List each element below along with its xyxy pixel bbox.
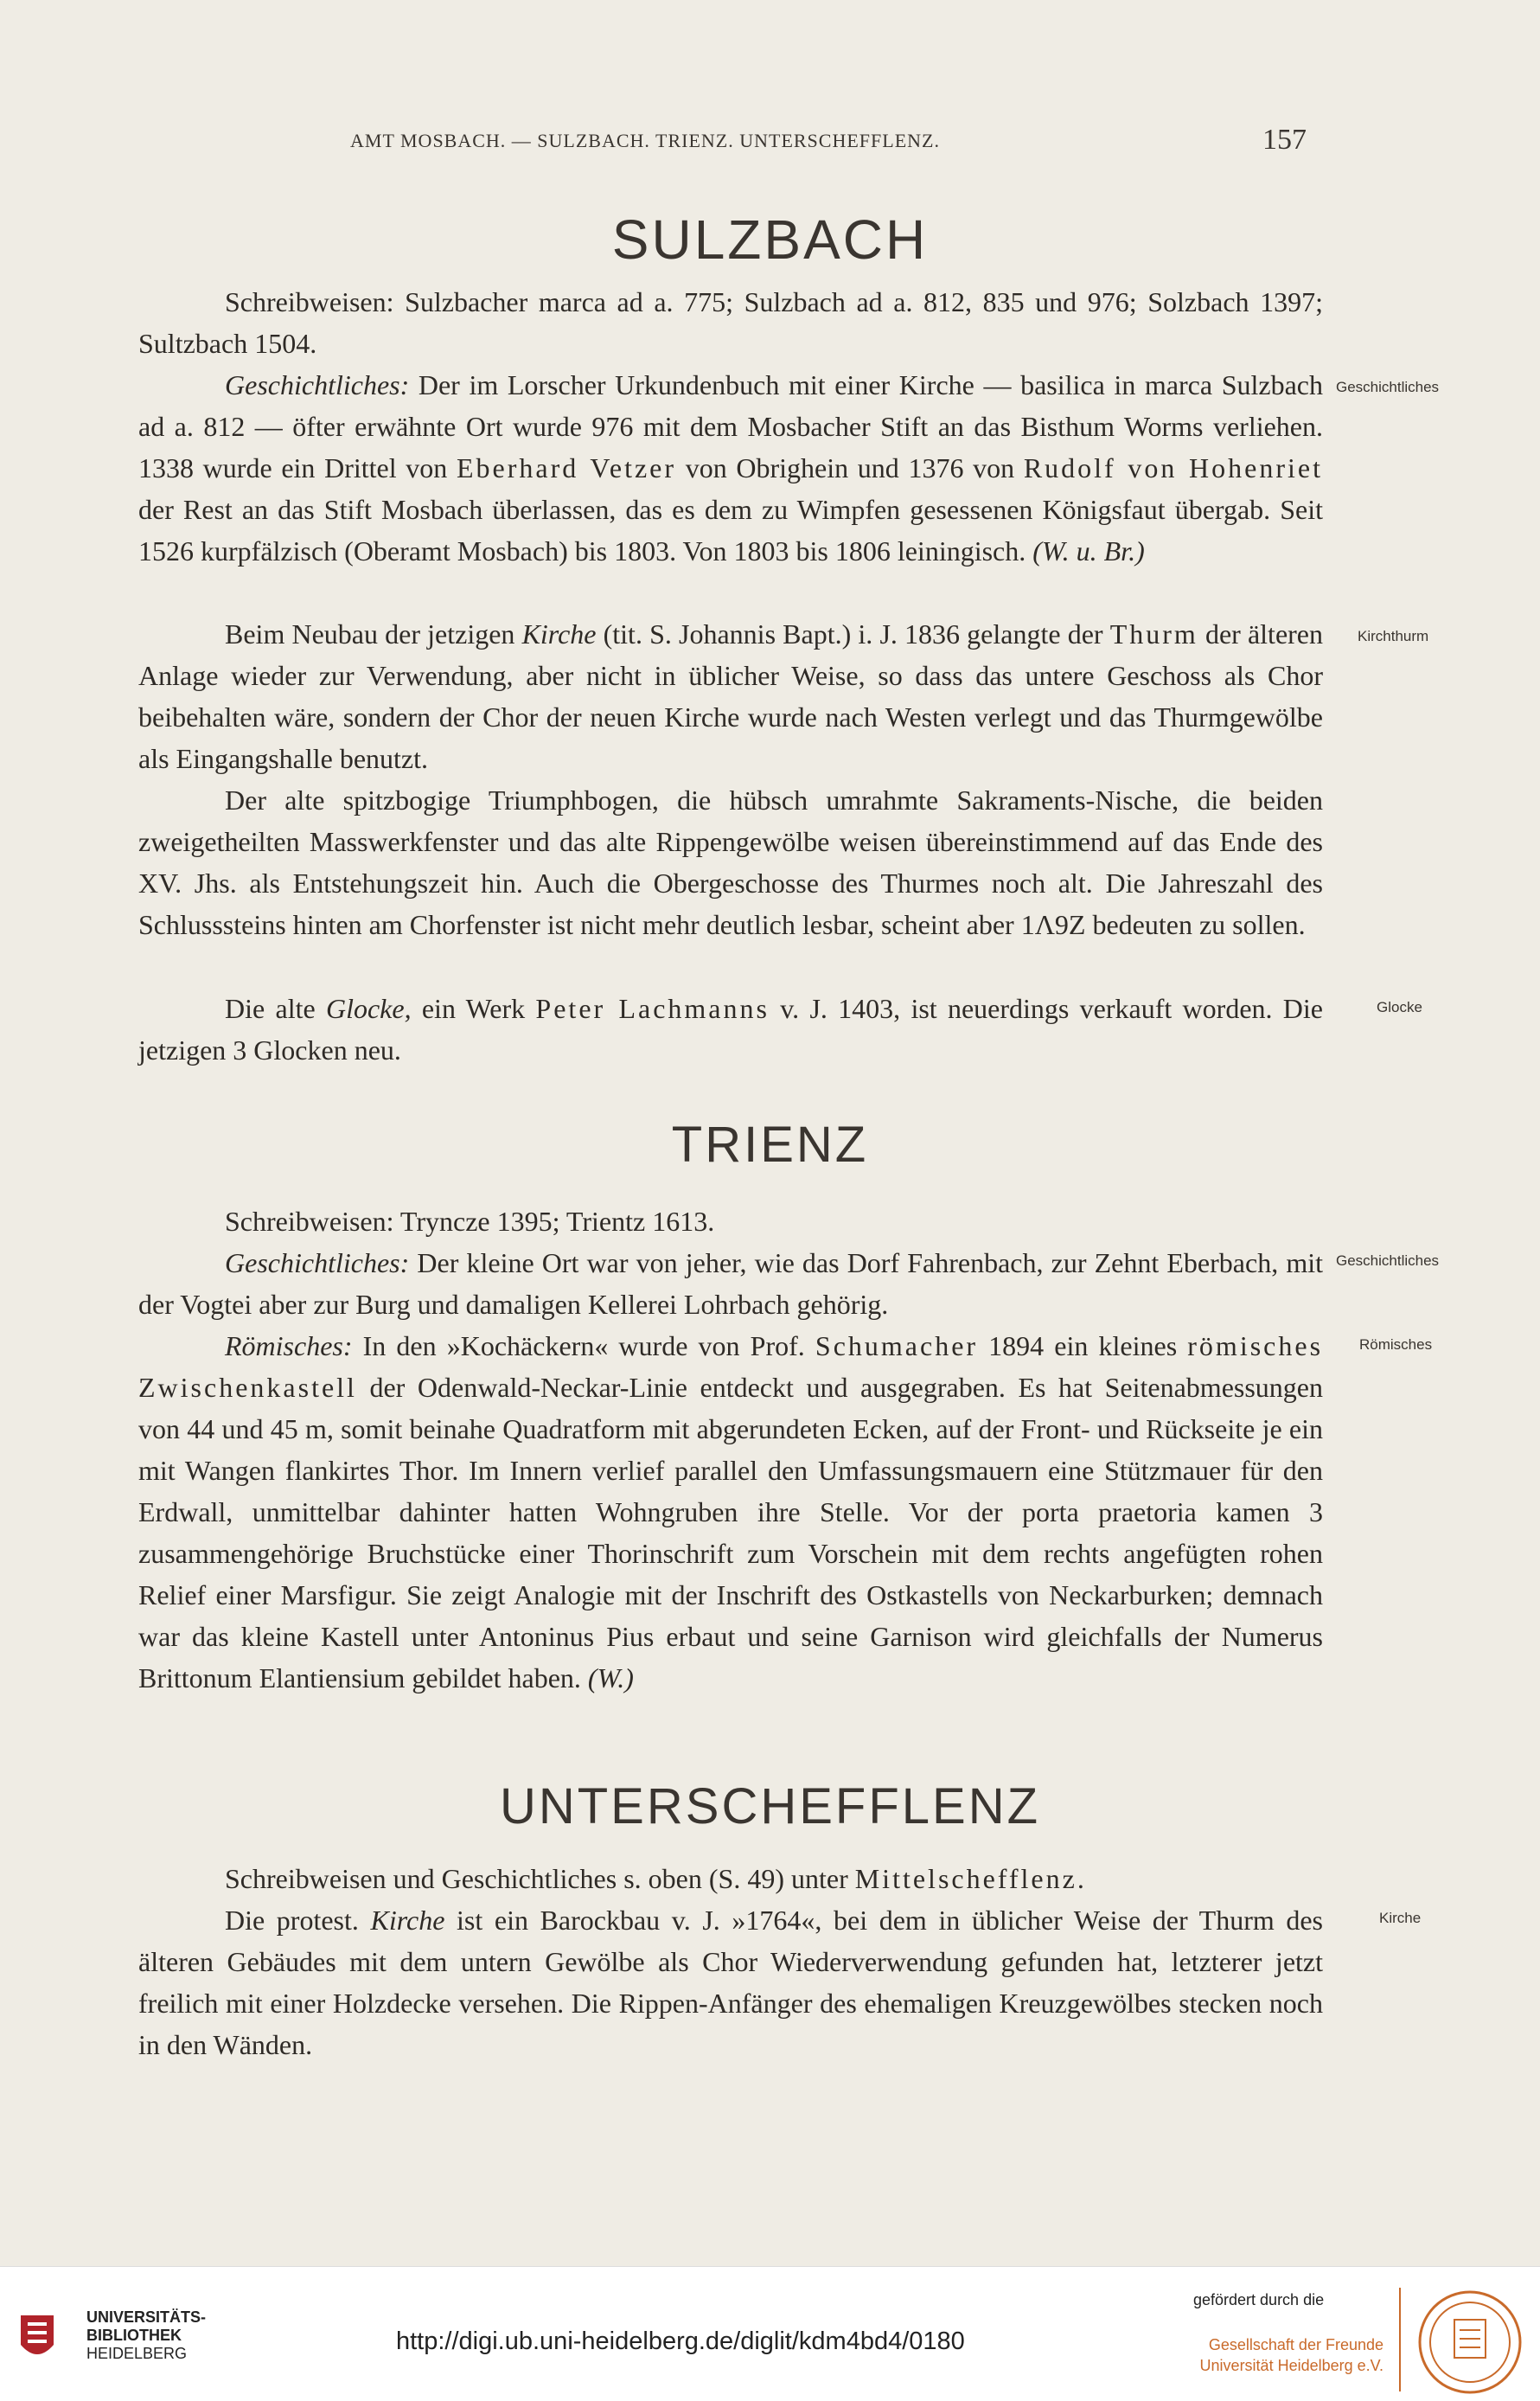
sulzbach-triumphbogen: Der alte spitzbogige Triumphbogen, die hübsch umrahmte Sakraments-Nische, die beiden zweigetheilten Masswerkfenster und das alte Rippengewölbe weisen übereinstimmend auf das Ende des XV. Jhs. als Entstehungszeit hin. Auch die Obergeschosse des Thurmes noch alt. Die Jahreszahl des Schlusssteins hinten am Chorfenster ist nicht mehr deutlich lesbar, scheint aber 1Λ9Z bedeuten zu sollen. bbox=[138, 784, 1323, 940]
margin-note-trienz-geschichtliches: Geschichtliches bbox=[1336, 1252, 1440, 1269]
funded-by-label: gefördert durch die bbox=[1193, 2291, 1325, 2308]
margin-note-kirchthurm: Kirchthurm bbox=[1358, 628, 1429, 644]
sulzbach-schreibweisen: Schreibweisen: Sulzbacher marca ad a. 775; Sulzbach ad a. 812, 835 und 976; Solzbach 1397; Sultzbach 1504. bbox=[138, 286, 1323, 359]
margin-note-glocke: Glocke bbox=[1377, 999, 1422, 1015]
footer-bar bbox=[0, 2266, 1540, 2401]
permalink-url[interactable]: http://digi.ub.uni-heidelberg.de/diglit/kdm4bd4/0180 bbox=[396, 2327, 965, 2355]
trienz-geschichtliches: Geschichtliches: Der kleine Ort war von jeher, wie das Dorf Fahrenbach, zur Zehnt Eberbach, mit der Vogtei aber zur Burg und damaligen Kellerei Lohrbach gehörig. bbox=[138, 1247, 1323, 1320]
university-library-logo-icon bbox=[17, 2310, 57, 2367]
sulzbach-geschichtliches: Geschichtliches: Der im Lorscher Urkundenbuch mit einer Kirche — basilica in marca Sulzbach ad a. 812 — öfter erwähnte Ort wurde 976 mit dem Mosbacher Stift an das Bisthum Worms verliehen. 1338 wurde ein Drittel von Eberhard Vetzer von Obrighein und 1376 von Rudolf von Hohenriet der Rest an das Stift Mosbach überlassen, das es dem zu Wimpfen gesessenen Königsfaut übergab. Seit 1526 kurpfälzisch (Oberamt Mosbach) bis 1803. Von 1803 bis 1806 leiningisch. (W. u. Br.) bbox=[138, 369, 1323, 567]
sulzbach-kirche: Beim Neubau der jetzigen Kirche (tit. S. Johannis Bapt.) i. J. 1836 gelangte der Thurm der älteren Anlage wieder zur Verwendung, aber nicht in üblicher Weise, so dass das untere Geschoss als Chor beibehalten wäre, sondern der Chor der neuen Kirche wurde nach Westen verlegt und das Thurmgewölbe als Eingangshalle benutzt. bbox=[138, 618, 1324, 774]
footer-divider bbox=[1399, 2288, 1401, 2391]
margin-note-kirche: Kirche bbox=[1379, 1910, 1422, 1926]
society-name-line1: Gesellschaft der Freunde bbox=[1208, 2336, 1383, 2353]
margin-note-geschichtliches: Geschichtliches bbox=[1336, 379, 1440, 395]
trienz-roemisches: Römisches: In den »Kochäckern« wurde von Prof. Schumacher 1894 ein kleines römisches Zwischenkastell der Odenwald-Neckar-Linie entdeckt und ausgegraben. Es hat Seitenabmessungen von 44 und 45 m, somit beinahe Quadratform mit abgerundeten Ecken, auf der Front- und Rückseite je ein mit Wangen flankirtes Thor. Im Innern verlief parallel den Umfassungsmauern eine Stützmauer für den Erdwall, unmittelbar dahinter hatten Wohngruben ihre Stelle. Vor der porta praetoria kamen 3 zusammengehörige Bruchstücke einer Thorinschrift zum Vorschein mit dem rechts angefügten rohen Relief einer Marsfigur. Sie zeigt Analogie mit der Inschrift des Ostkastells von Neckarburken; demnach war das kleine Kastell unter Antoninus Pius erbaut und seine Garnison wird gleichfalls der Numerus Brittonum Elantiensium gebildet haben. (W.) bbox=[138, 1330, 1324, 1694]
section-title-unterschefflenz: UNTERSCHEFFLENZ bbox=[499, 1778, 1041, 1834]
library-name bbox=[86, 2308, 206, 2363]
section-title-trienz: TRIENZ bbox=[671, 1117, 869, 1173]
library-name-line3: HEIDELBERG bbox=[86, 2345, 188, 2362]
running-head: AMT MOSBACH. — SULZBACH. TRIENZ. UNTERSCHEFFLENZ. bbox=[350, 130, 940, 151]
university-seal-icon bbox=[1416, 2289, 1524, 2396]
page-number: 157 bbox=[1262, 124, 1307, 156]
unterschefflenz-schreibweisen: Schreibweisen und Geschichtliches s. oben (S. 49) unter Mittelschefflenz. bbox=[225, 1863, 1087, 1894]
margin-note-roemisches: Römisches bbox=[1359, 1336, 1433, 1353]
society-name-line2: Universität Heidelberg e.V. bbox=[1199, 2357, 1383, 2374]
unterschefflenz-kirche: Die protest. Kirche ist ein Barockbau v. J. »1764«, bei dem in üblicher Weise der Thurm des älteren Gebäudes mit dem untern Gewölbe als Chor Wiederverwendung gefunden hat, letzterer jetzt freilich mit einer Holzdecke versehen. Die Rippen-Anfänger des ehemaligen Kreuzgewölbes stecken noch in den Wänden. bbox=[138, 1905, 1324, 2060]
section-title-sulzbach: SULZBACH bbox=[611, 208, 929, 271]
trienz-schreibweisen: Schreibweisen: Tryncze 1395; Trientz 1613. bbox=[225, 1206, 715, 1237]
society-name bbox=[1193, 2334, 1383, 2376]
library-name-line1: UNIVERSITÄTS- bbox=[86, 2308, 207, 2326]
library-name-line2: BIBLIOTHEK bbox=[86, 2327, 182, 2344]
sulzbach-glocke: Die alte Glocke, ein Werk Peter Lachmanns v. J. 1403, ist neuerdings verkauft worden. Die jetzigen 3 Glocken neu. bbox=[138, 993, 1323, 1066]
